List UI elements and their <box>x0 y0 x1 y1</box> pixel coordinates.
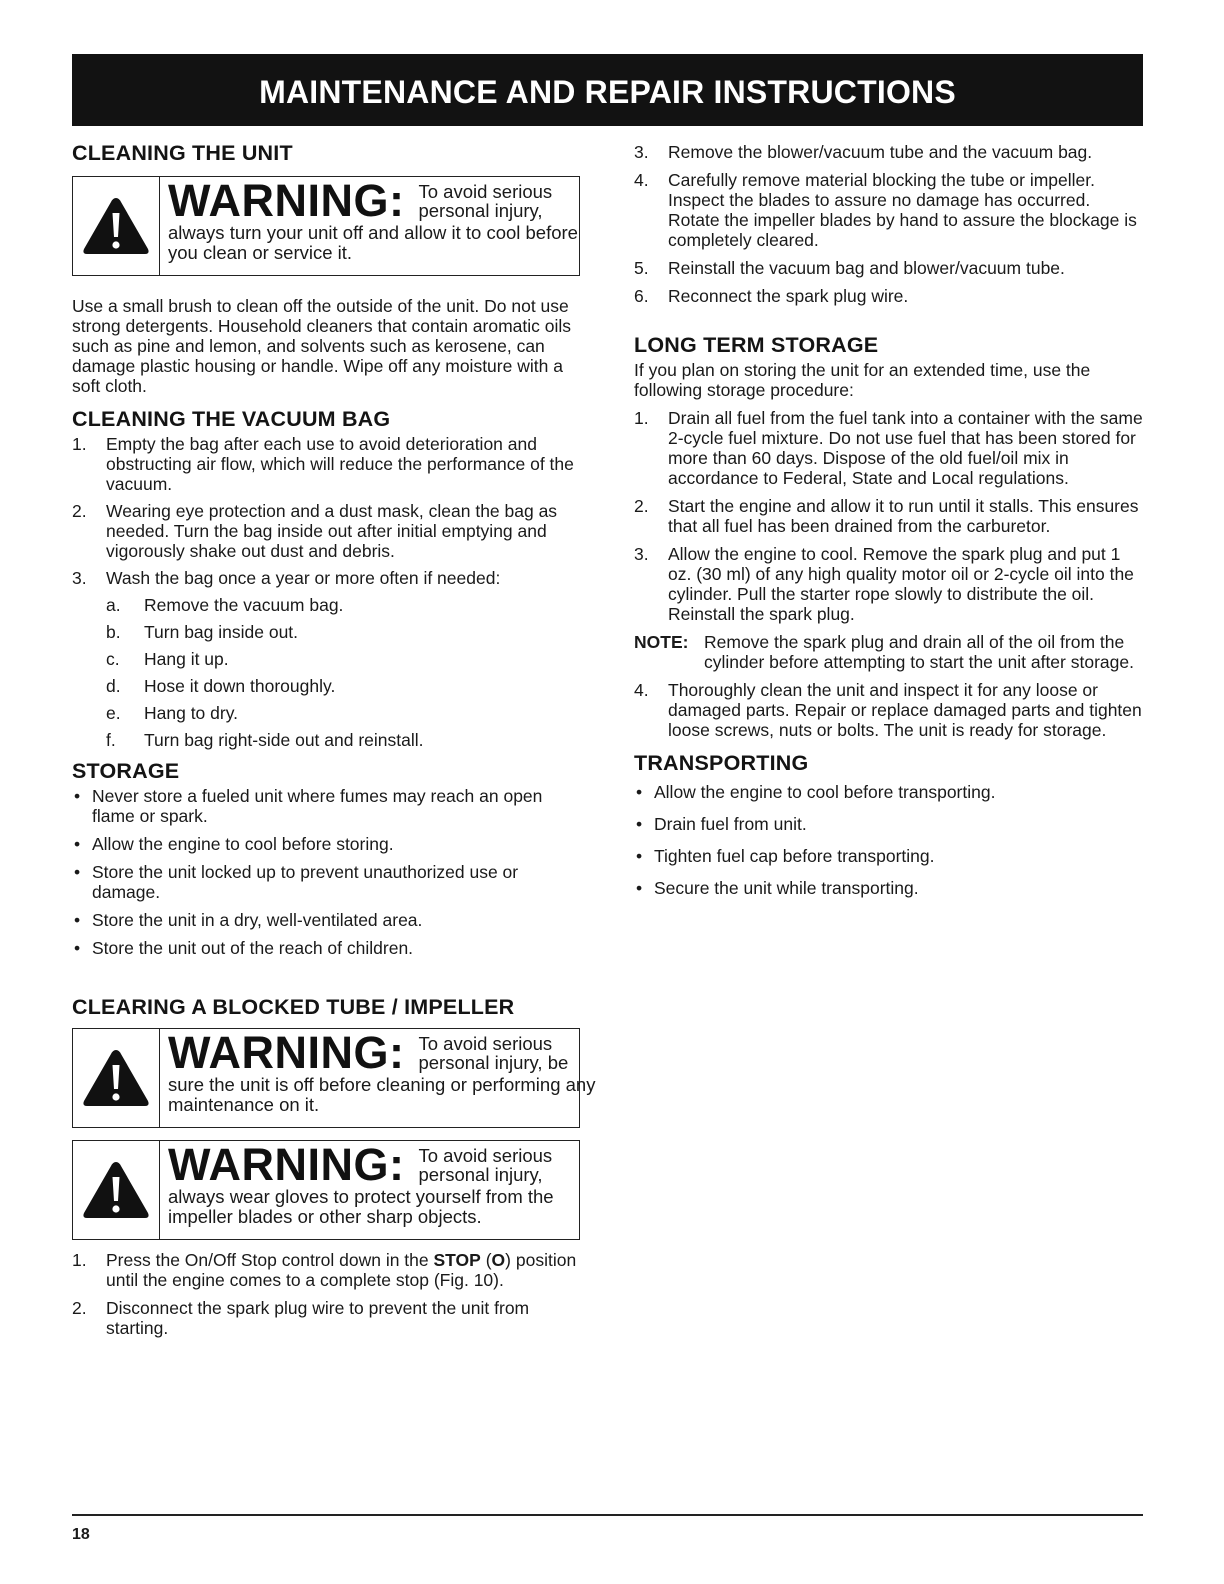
list-item: • Tighten fuel cap before transporting. <box>636 846 935 866</box>
note-text: Remove the spark plug and drain all of the oil from the cylinder before attempting to start the unit after storage. <box>704 632 1134 672</box>
list-item: b. Turn bag inside out. <box>106 622 299 642</box>
blocked-tube-heading: CLEARING A BLOCKED TUBE / IMPELLER <box>72 995 515 1019</box>
warning-label: WARNING: <box>168 1139 405 1190</box>
warning-box-blocked-2 <box>72 1140 580 1240</box>
warning-side-text: To avoid serious personal injury, be <box>418 1033 569 1073</box>
list-item: • Drain fuel from unit. <box>636 814 807 834</box>
list-item: • Never store a fueled unit where fumes may reach an open flame or spark. <box>74 786 543 826</box>
list-item: 4. Carefully remove material blocking the tube or impeller. Inspect the blades to assure no damage has occurred. Rotate the impeller blades by hand to assure the blockage is completely cleared. <box>634 170 1137 250</box>
long-term-storage-heading: LONG TERM STORAGE <box>634 333 879 357</box>
vacuum-bag-substeps <box>72 595 582 750</box>
warning-text <box>160 177 584 275</box>
list-item: 3. Wash the bag once a year or more often if needed: <box>72 568 501 588</box>
page-title-banner <box>72 54 1143 126</box>
bullet-dot-icon: • <box>74 862 81 882</box>
bullet-dot-icon: • <box>636 782 643 802</box>
transporting-heading: TRANSPORTING <box>634 751 809 775</box>
long-term-steps <box>634 408 1144 624</box>
left-column <box>72 140 596 1338</box>
warning-triangle-icon <box>81 195 151 257</box>
transporting-bullets <box>634 782 1144 898</box>
warning-body: always wear gloves to protect yourself from the impeller blades or other sharp objects. <box>168 1186 554 1227</box>
bullet-dot-icon: • <box>74 910 81 930</box>
list-item: 1. Empty the bag after each use to avoid deterioration and obstructing air flow, which will reduce the performance of the vacuum. <box>72 434 574 494</box>
list-item: 6. Reconnect the spark plug wire. <box>634 286 909 306</box>
list-item: a. Remove the vacuum bag. <box>106 595 344 615</box>
vacuum-bag-heading: CLEANING THE VACUUM BAG <box>72 407 391 431</box>
warning-box-blocked-1 <box>72 1027 596 1128</box>
warning-body: always turn your unit off and allow it to cool before you clean or service it. <box>168 222 578 263</box>
storage-heading: STORAGE <box>72 759 180 783</box>
vacuum-bag-steps <box>72 434 582 588</box>
list-item: 2. Start the engine and allow it to run until it stalls. This ensures that all fuel has been drained from the carburetor. <box>634 496 1139 536</box>
list-item: d. Hose it down thoroughly. <box>106 676 336 696</box>
right-column <box>634 142 1144 898</box>
bullet-dot-icon: • <box>74 938 81 958</box>
long-term-intro: If you plan on storing the unit for an extended time, use the following storage procedure: <box>634 360 1091 400</box>
list-item: • Allow the engine to cool before transporting. <box>636 782 996 802</box>
list-item: • Store the unit out of the reach of children. <box>74 938 414 958</box>
list-item: • Store the unit locked up to prevent unauthorized use or damage. <box>74 862 519 902</box>
warning-icon-container <box>73 177 160 275</box>
warning-box-cleaning <box>72 176 580 276</box>
list-item: • Store the unit in a dry, well-ventilated area. <box>74 910 423 930</box>
cleaning-unit-paragraph: Use a small brush to clean off the outside of the unit. Do not use strong detergents. Household cleaners that contain aromatic oils such as pine and lemon, and solvents such as kerosene, can damage plastic housing or handle. Wipe off any moisture with a soft cloth. <box>72 296 572 396</box>
bullet-dot-icon: • <box>74 786 81 806</box>
bullet-dot-icon: • <box>74 834 81 854</box>
list-item: 2. Wearing eye protection and a dust mask, clean the bag as needed. Turn the bag inside out after initial emptying and vigorously shake out dust and debris. <box>72 501 558 561</box>
warning-icon-container <box>73 1029 160 1127</box>
blocked-tube-steps-continued <box>634 142 1144 306</box>
storage-bullets <box>72 786 582 958</box>
blocked-tube-steps <box>72 1250 582 1338</box>
list-item: 1. Drain all fuel from the fuel tank into a container with the same 2-cycle fuel mixture. Do not use fuel that has been stored for more than 60 days. Dispose of the old fuel/oil mix in accordance to Federal, State and Local regulations. <box>634 408 1143 488</box>
list-item: e. Hang to dry. <box>106 703 239 723</box>
storage-note <box>634 632 1144 672</box>
list-item: c. Hang it up. <box>106 649 229 669</box>
warning-icon-container <box>73 1141 160 1239</box>
warning-triangle-icon <box>81 1047 151 1109</box>
list-item: 5. Reinstall the vacuum bag and blower/vacuum tube. <box>634 258 1065 278</box>
warning-text <box>160 1029 604 1127</box>
list-item: • Secure the unit while transporting. <box>636 878 919 898</box>
long-term-step-4 <box>634 680 1144 740</box>
bullet-dot-icon: • <box>636 846 643 866</box>
warning-triangle-icon <box>81 1159 151 1221</box>
warning-text <box>160 1141 584 1239</box>
cleaning-unit-heading: CLEANING THE UNIT <box>72 141 293 165</box>
warning-body: sure the unit is off before cleaning or performing any maintenance on it. <box>168 1074 596 1115</box>
warning-label: WARNING: <box>168 175 405 226</box>
note-label: NOTE: <box>634 632 689 652</box>
bullet-dot-icon: • <box>636 814 643 834</box>
bullet-dot-icon: • <box>636 878 643 898</box>
list-item: 3. Remove the blower/vacuum tube and the vacuum bag. <box>634 142 1093 162</box>
page-number: 18 <box>72 1526 90 1543</box>
list-item: f. Turn bag right-side out and reinstall. <box>106 730 424 750</box>
list-item: 3. Allow the engine to cool. Remove the spark plug and put 1 oz. (30 ml) of any high quality motor oil or 2-cycle oil into the cylinder. Pull the starter rope slowly to distribute the oil. Reinstall the spark plug. <box>634 544 1134 624</box>
list-item: 2. Disconnect the spark plug wire to prevent the unit from starting. <box>72 1298 530 1338</box>
footer-divider <box>72 1514 1143 1516</box>
list-item: 1. Press the On/Off Stop control down in the STOP (O) position until the engine comes to a complete stop (Fig. 10). <box>72 1250 577 1290</box>
list-item: 4. Thoroughly clean the unit and inspect it for any loose or damaged parts. Repair or replace damaged parts and tighten loose screws, nuts or bolts. The unit is ready for storage. <box>634 680 1142 740</box>
list-item: • Allow the engine to cool before storing. <box>74 834 394 854</box>
warning-label: WARNING: <box>168 1027 405 1078</box>
page-title: MAINTENANCE AND REPAIR INSTRUCTIONS <box>259 74 956 110</box>
warning-side-text: To avoid serious personal injury, <box>418 181 553 221</box>
warning-side-text: To avoid serious personal injury, <box>418 1145 553 1185</box>
